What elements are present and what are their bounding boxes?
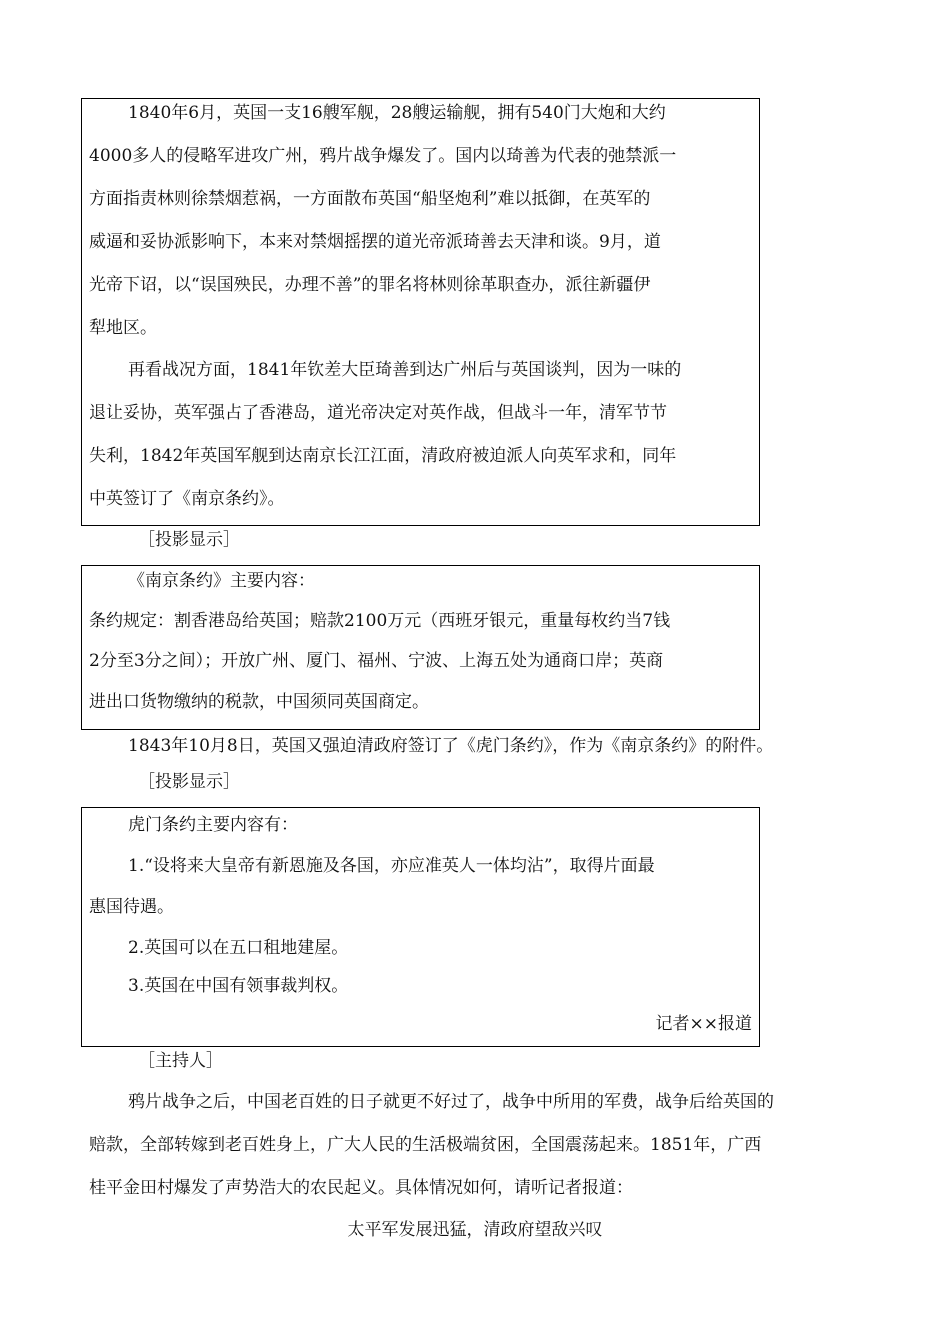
treaty-line: 条约规定：割香港岛给英国；赔款2100万元（西班牙银元，重量每枚约当7钱 — [89, 611, 671, 631]
paragraph-line: 光帝下诏，以“误国殃民，办理不善”的罪名将林则徐革职查办，派往新疆伊 — [89, 275, 651, 295]
host-label: ［主持人］ — [138, 1051, 223, 1071]
list-item: 惠国待遇。 — [89, 897, 174, 917]
paragraph-line: 赔款，全部转嫁到老百姓身上，广大人民的生活极端贫困，全国震荡起来。1851年，广西 — [89, 1135, 762, 1155]
paragraph-line: 退让妥协，英军强占了香港岛，道光帝决定对英作战，但战斗一年，清军节节 — [89, 403, 667, 423]
treaty-line: 进出口货物缴纳的税款，中国须同英国商定。 — [89, 692, 429, 712]
treaty-line: 2分至3分之间）；开放广州、厦门、福州、宁波、上海五处为通商口岸；英商 — [89, 651, 664, 671]
paragraph-line: 4000多人的侵略军进攻广州，鸦片战争爆发了。国内以琦善为代表的弛禁派一 — [89, 146, 677, 166]
paragraph-line: 失利，1842年英国军舰到达南京长江江面，清政府被迫派人向英军求和，同年 — [89, 446, 677, 466]
projection-label: ［投影显示］ — [138, 530, 240, 550]
paragraph-line: 方面指责林则徐禁烟惹祸，一方面散布英国“船坚炮利”难以抵御，在英军的 — [89, 189, 651, 209]
paragraph-line: 威逼和妥协派影响下，本来对禁烟摇摆的道光帝派琦善去天津和谈。9月，道 — [89, 232, 661, 252]
box-title: 虎门条约主要内容有： — [128, 815, 298, 835]
list-item: 3.英国在中国有领事裁判权。 — [128, 976, 349, 996]
reporter-byline: 记者××报道 — [655, 1014, 752, 1034]
paragraph-line: 桂平金田村爆发了声势浩大的农民起义。具体情况如何，请听记者报道： — [89, 1178, 633, 1198]
paragraph-line: 中英签订了《南京条约》。 — [89, 489, 285, 509]
body-sentence: 1843年10月8日，英国又强迫清政府签订了《虎门条约》，作为《南京条约》的附件。 — [128, 736, 774, 756]
paragraph-line: 再看战况方面，1841年钦差大臣琦善到达广州后与英国谈判，因为一味的 — [128, 360, 682, 380]
humen-treaty-box — [81, 807, 760, 1047]
paragraph-line: 1840年6月，英国一支16艘军舰，28艘运输舰，拥有540门大炮和大约 — [128, 103, 666, 123]
news-headline: 太平军发展迅猛，清政府望敌兴叹 — [347, 1220, 603, 1240]
paragraph-line: 犁地区。 — [89, 318, 157, 338]
projection-label: ［投影显示］ — [138, 772, 240, 792]
list-item: 2.英国可以在五口租地建屋。 — [128, 938, 349, 958]
paragraph-line: 鸦片战争之后，中国老百姓的日子就更不好过了，战争中所用的军费，战争后给英国的 — [128, 1092, 774, 1112]
list-item: 1.“设将来大皇帝有新恩施及各国，亦应准英人一体均沾”，取得片面最 — [128, 856, 655, 876]
box-title: 《南京条约》主要内容： — [128, 571, 315, 591]
